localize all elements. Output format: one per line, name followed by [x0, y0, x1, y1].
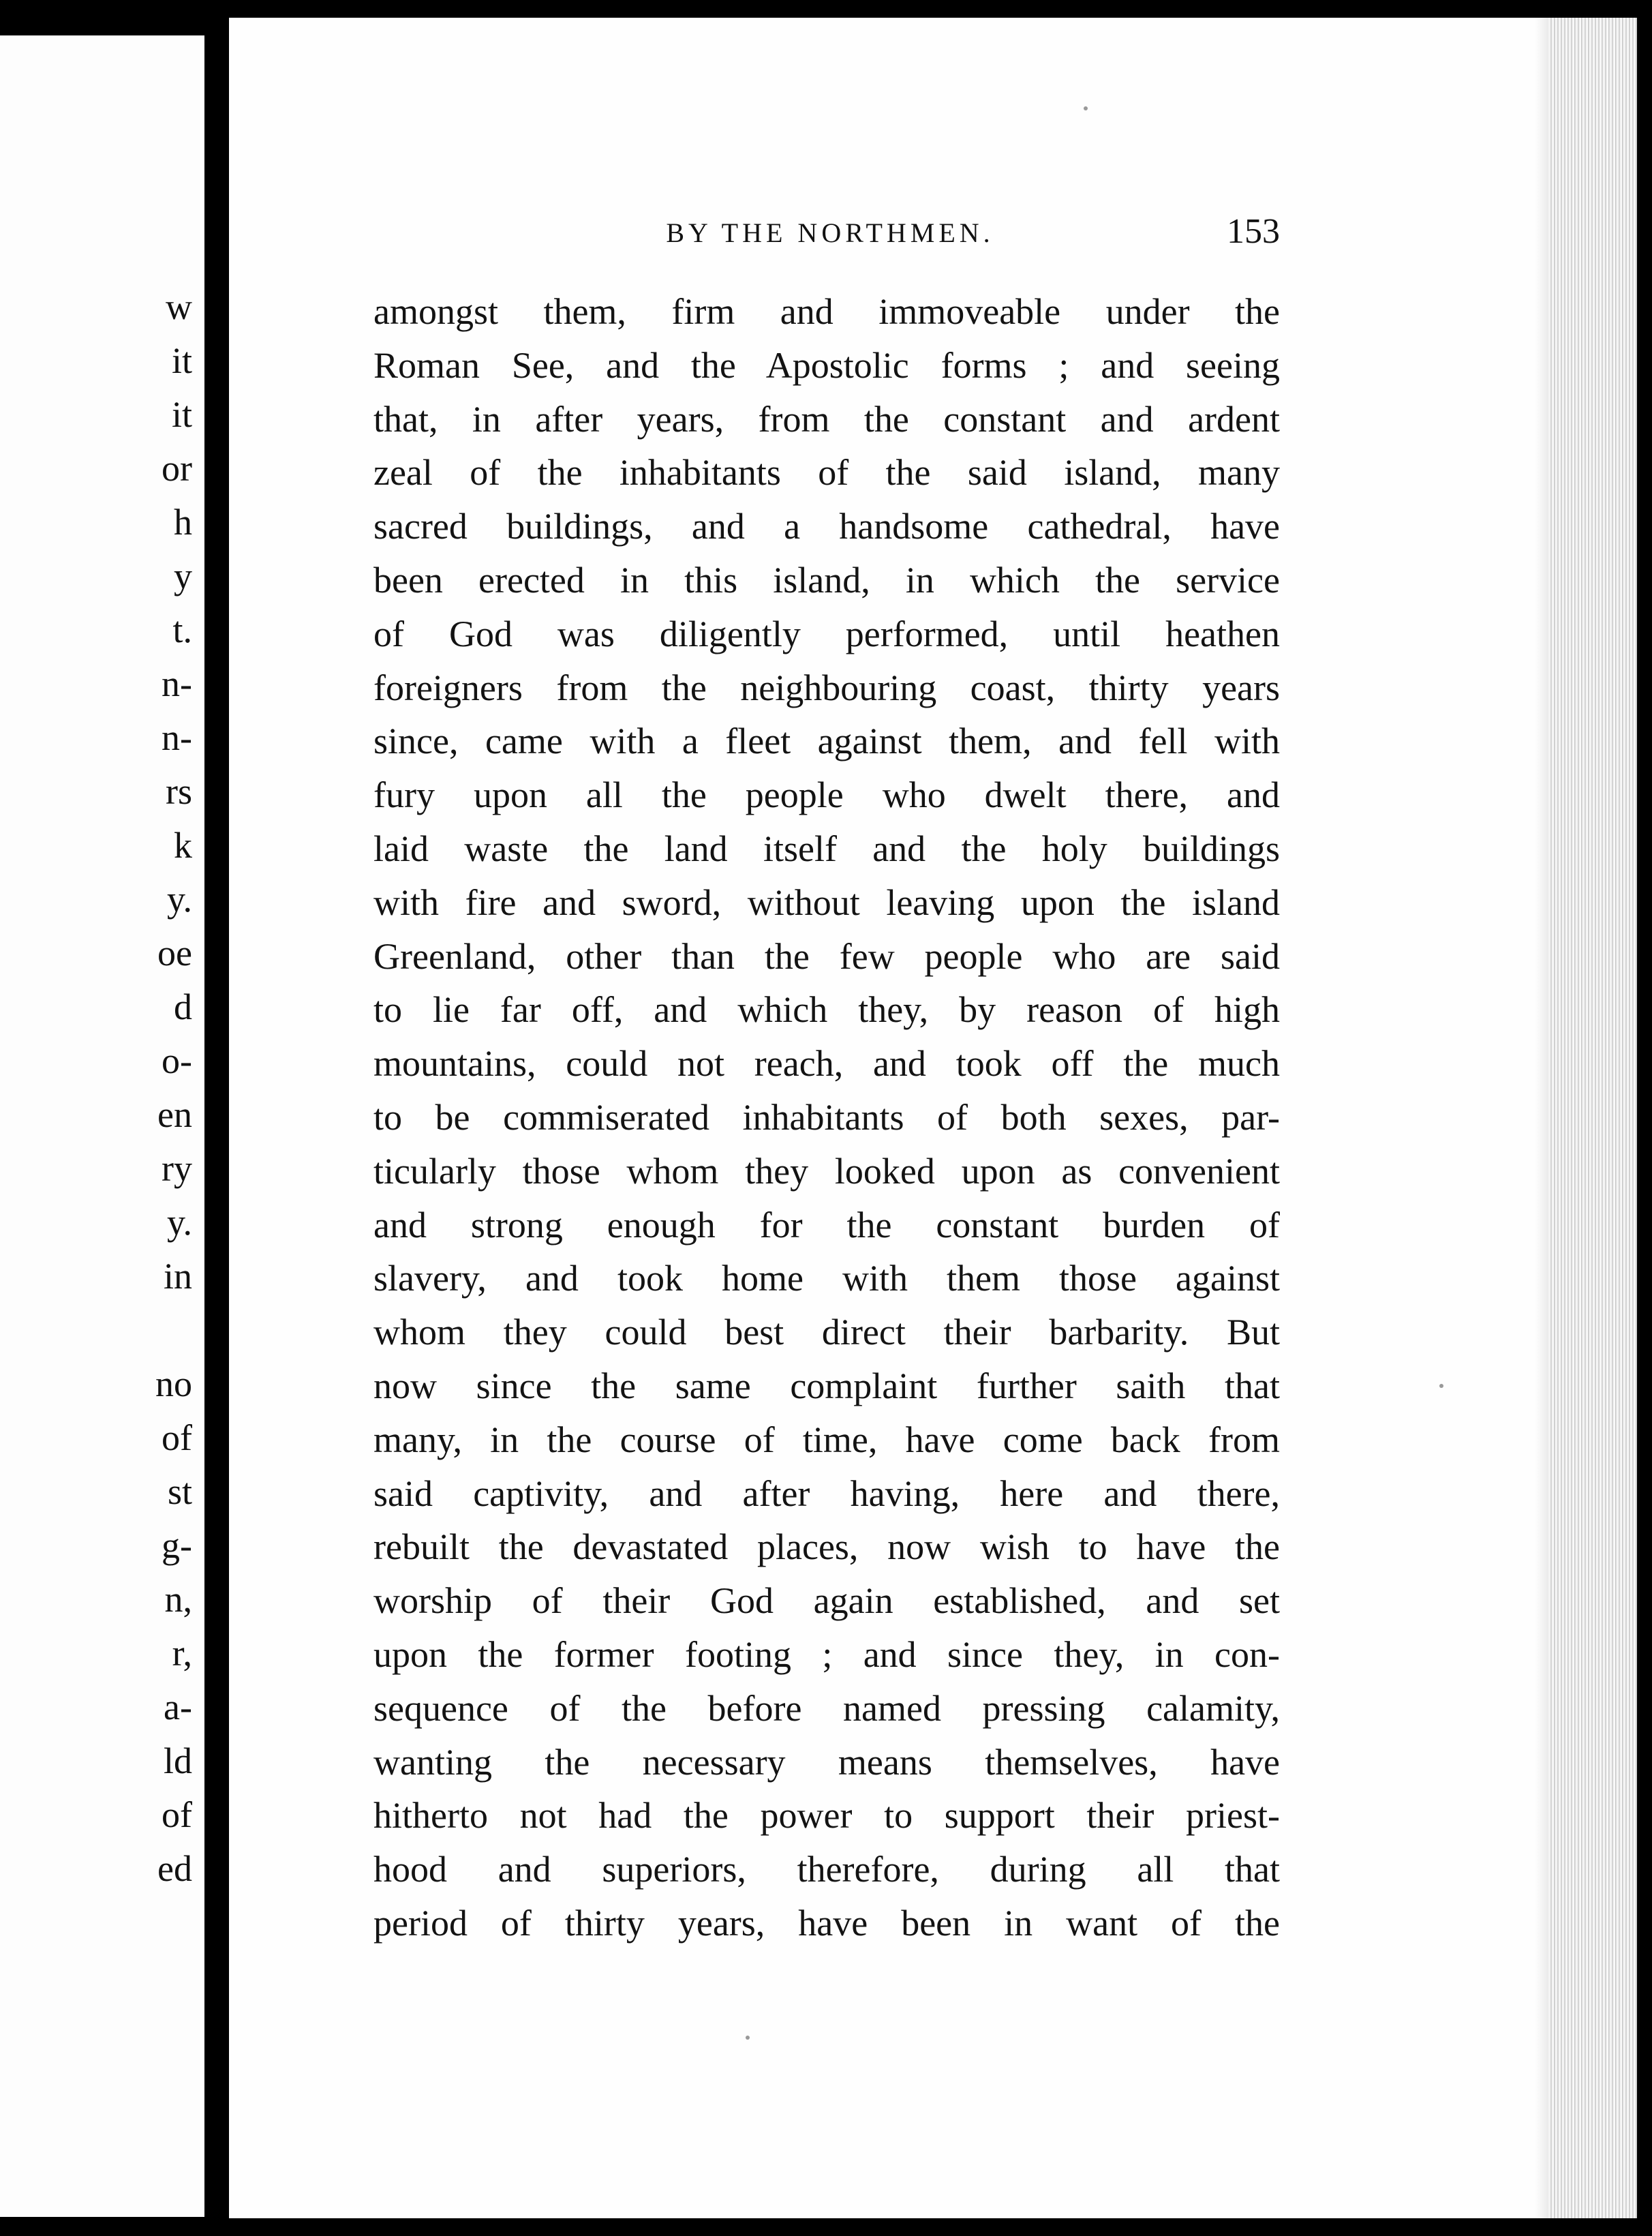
left-fragment: w [166, 286, 192, 327]
text-line: now since the same complaint further saith that [373, 1365, 1280, 1406]
text-line: slavery, and took home with them those against [373, 1258, 1280, 1299]
text-line: to be commiserated inhabitants of both sexes, par- [373, 1096, 1280, 1138]
text-line: upon the former footing ; and since they, in con- [373, 1633, 1280, 1675]
running-head: BY THE NORTHMEN. [666, 217, 994, 248]
left-fragment: ry [162, 1148, 192, 1189]
left-fragment: it [171, 340, 192, 381]
left-fragment: it [171, 394, 192, 435]
text-line: Roman See, and the Apostolic forms ; and seeing [373, 344, 1280, 386]
left-fragment: en [157, 1094, 192, 1135]
left-page-text-fragments [0, 35, 204, 2217]
left-fragment: g- [162, 1525, 192, 1566]
text-line: worship of their God again established, and set [373, 1580, 1280, 1622]
text-line: amongst them, firm and immoveable under the [373, 291, 1280, 332]
text-line: to lie far off, and which they, by reason of high [373, 989, 1280, 1031]
left-fragment: oe [157, 933, 192, 973]
text-line: and strong enough for the constant burden of [373, 1204, 1280, 1245]
text-line: laid waste the land itself and the holy buildings [373, 828, 1280, 869]
text-line: foreigners from the neighbouring coast, thirty years [373, 667, 1280, 708]
text-line: been erected in this island, in which the service [373, 559, 1280, 601]
book-gutter [204, 0, 229, 2236]
left-fragment: k [174, 825, 192, 866]
text-line: since, came with a fleet against them, and fell with [373, 721, 1280, 762]
left-fragment: ld [163, 1740, 192, 1781]
left-fragment: y. [167, 1202, 192, 1243]
text-line: period of thirty years, have been in want of the [373, 1902, 1280, 1944]
text-line: sequence of the before named pressing calamity, [373, 1687, 1280, 1729]
text-line: mountains, could not reach, and took off the much [373, 1043, 1280, 1085]
left-fragment: r, [172, 1633, 192, 1674]
left-fragment: of [162, 1794, 192, 1835]
text-line: whom they could best direct their barbarity. But [373, 1312, 1280, 1353]
left-fragment: ed [157, 1848, 192, 1889]
text-line: said captivity, and after having, here and there, [373, 1472, 1280, 1514]
text-line: hitherto not had the power to support their priest- [373, 1795, 1280, 1837]
text-line: sacred buildings, and a handsome cathedral, have [373, 506, 1280, 547]
left-fragment: n- [162, 663, 192, 704]
left-fragment: t. [172, 609, 192, 650]
left-fragment: h [174, 502, 192, 543]
text-line: ticularly those whom they looked upon as convenient [373, 1150, 1280, 1192]
left-fragment: o- [162, 1040, 192, 1081]
text-line: hood and superiors, therefore, during all that [373, 1849, 1280, 1890]
left-fragment: no [155, 1363, 192, 1404]
text-line: zeal of the inhabitants of the said island, many [373, 452, 1280, 494]
paper-speck [746, 2036, 750, 2040]
text-line: that, in after years, from the constant and ardent [373, 398, 1280, 440]
left-fragment: a- [164, 1687, 192, 1727]
text-line: Greenland, other than the few people who are said [373, 935, 1280, 977]
left-fragment: y. [167, 879, 192, 920]
left-fragment: n, [164, 1579, 192, 1620]
left-fragment: y [174, 556, 192, 596]
left-fragment: of [162, 1417, 192, 1458]
left-fragment: st [167, 1471, 192, 1512]
page-header [373, 212, 1280, 258]
page-number: 153 [1227, 212, 1280, 251]
left-fragment: rs [166, 771, 192, 812]
text-line: rebuilt the devastated places, now wish to have the [373, 1526, 1280, 1568]
text-line: of God was diligently performed, until heathen [373, 613, 1280, 654]
left-fragment: in [163, 1256, 192, 1297]
paper-speck [1439, 1384, 1443, 1388]
left-fragment: d [174, 986, 192, 1027]
left-fragment: or [162, 448, 192, 489]
text-line: fury upon all the people who dwelt there, and [373, 774, 1280, 816]
text-line: wanting the necessary means themselves, have [373, 1741, 1280, 1783]
text-line: many, in the course of time, have come back from [373, 1419, 1280, 1460]
paper-speck [1084, 106, 1088, 110]
body-text [373, 285, 1280, 1950]
left-facing-page [0, 35, 204, 2217]
page-edges [1548, 18, 1637, 2218]
left-fragment: n- [162, 717, 192, 758]
text-line: with fire and sword, without leaving upon the island [373, 881, 1280, 923]
